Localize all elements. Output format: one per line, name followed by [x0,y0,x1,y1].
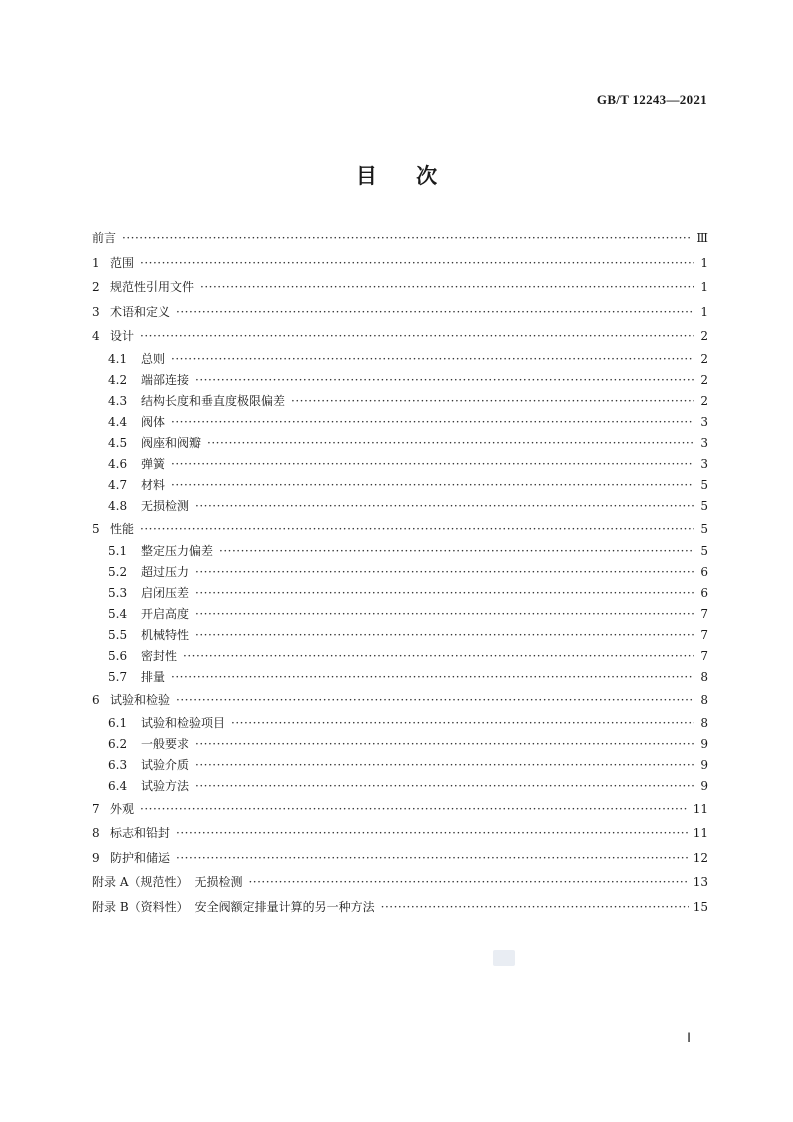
toc-entry[interactable] [92,349,708,370]
toc-leader-dots [171,454,694,475]
toc-entry-page: 5 [700,521,708,536]
toc-entry-number: 4.5 [108,435,128,450]
toc-entry-number: 4 [92,329,100,343]
toc-entry[interactable] [92,454,708,475]
page-title-char-1: 目 [355,164,377,188]
toc-entry[interactable] [92,412,708,433]
toc-leader-dots [195,583,694,604]
toc-entry-title: 整定压力偏差 [141,544,214,558]
toc-entry[interactable] [92,391,708,412]
toc-entry-title: 防护和储运 [110,850,171,865]
toc-entry-page: 11 [692,826,708,840]
toc-entry[interactable] [92,625,708,646]
toc-leader-dots [231,713,694,734]
toc-entry-title: 试验方法 [141,778,190,793]
toc-entry[interactable] [92,226,708,251]
toc-entry-title: 端部连接 [141,372,190,387]
toc-entry-number: 4.8 [108,498,128,513]
toc-leader-dots [140,251,694,276]
toc-leader-dots [195,776,694,797]
toc-entry[interactable] [92,433,708,454]
toc-entry-number: 6.4 [108,778,128,793]
toc-entry-number: 8 [92,826,100,840]
toc-entry[interactable] [92,300,708,325]
toc-leader-dots [171,349,694,370]
toc-entry-page: 2 [700,351,708,366]
toc-entry-title: 附录 A（规范性） 无损检测 [92,875,243,889]
toc-entry-number: 7 [92,801,100,816]
toc-entry-title: 附录 B（资料性） 安全阀额定排量计算的另一种方法 [92,899,375,914]
toc-leader-dots [195,755,694,776]
toc-leader-dots [195,370,694,391]
toc-entry-title: 总则 [141,351,166,366]
toc-entry-title: 阀座和阀瓣 [141,435,202,450]
toc-entry-number: 5.6 [108,649,128,663]
toc-entry[interactable] [92,895,708,920]
toc-entry-page: 8 [700,693,708,707]
toc-entry-page: 3 [700,435,708,450]
toc-leader-dots [176,821,689,846]
toc-leader-dots [176,300,694,325]
toc-entry[interactable] [92,688,708,713]
toc-leader-dots [122,226,692,251]
toc-entry-page: Ⅲ [696,231,708,245]
toc-entry-title: 试验和检验 [110,693,171,707]
toc-entry[interactable] [92,324,708,349]
toc-entry-title: 超过压力 [141,565,190,579]
toc-entry[interactable] [92,251,708,276]
toc-entry-page: 2 [700,329,708,343]
toc-entry-number: 5.2 [108,565,128,579]
toc-entry[interactable] [92,797,708,822]
toc-entry-number: 5.3 [108,586,128,600]
toc-leader-dots [140,324,694,349]
toc-entry-number: 5.5 [108,628,128,642]
toc-entry-page: 15 [692,899,708,914]
toc-leader-dots [140,797,689,822]
toc-entry-number: 6.1 [108,715,128,730]
page-title [0,160,793,190]
toc-entry-number: 4.3 [108,393,128,408]
toc-entry-page: 6 [700,565,708,579]
toc-entry-title: 试验介质 [141,757,190,772]
toc-entry-page: 8 [700,670,708,684]
toc-entry-title: 启闭压差 [141,586,190,600]
toc-entry[interactable] [92,541,708,562]
toc-entry-title: 范围 [110,255,135,270]
toc-entry-number: 5.4 [108,607,128,621]
toc-entry-title: 排量 [141,670,166,684]
toc-entry-number: 4.7 [108,477,128,492]
toc-entry-page: 7 [700,607,708,621]
toc-entry-title: 一般要求 [141,736,190,751]
toc-entry[interactable] [92,667,708,688]
toc-entry[interactable] [92,870,708,895]
toc-leader-dots [176,688,694,713]
toc-leader-dots [207,433,694,454]
toc-leader-dots [200,275,694,300]
toc-leader-dots [195,604,694,625]
toc-entry-page: 5 [700,544,708,558]
toc-entry-number: 5 [92,521,100,536]
toc-entry[interactable] [92,275,708,300]
toc-entry-page: 11 [692,801,708,816]
toc-entry-title: 术语和定义 [110,304,171,319]
toc-entry[interactable] [92,821,708,846]
toc-entry[interactable] [92,713,708,734]
toc-entry-page: 5 [700,477,708,492]
toc-leader-dots [195,734,694,755]
toc-entry-number: 4.4 [108,414,128,429]
toc-entry[interactable] [92,475,708,496]
toc-leader-dots [140,517,694,542]
toc-entry[interactable] [92,846,708,871]
toc-entry-page: 2 [700,372,708,387]
toc-entry-page: 13 [692,875,708,889]
toc-entry-number: 4.1 [108,351,128,366]
toc-entry-title: 开启高度 [141,607,190,621]
toc-entry-page: 3 [700,456,708,471]
toc-entry[interactable] [92,755,708,776]
toc-entry-page: 1 [700,280,708,294]
toc-leader-dots [381,895,689,920]
toc-entry-page: 6 [700,586,708,600]
document-code: GB/T 12243—2021 [596,92,707,107]
toc-entry-number: 6.2 [108,736,128,751]
toc-entry-page: 5 [700,498,708,513]
toc-entry[interactable] [92,646,708,667]
toc-entry-title: 前言 [92,231,117,245]
toc-leader-dots [183,646,694,667]
toc-entry-title: 机械特性 [141,628,190,642]
toc-entry-title: 设计 [110,329,135,343]
toc-leader-dots [171,475,694,496]
toc-entry-number: 6.3 [108,757,128,772]
toc-leader-dots [176,846,689,871]
toc-entry-page: 12 [692,850,708,865]
toc-leader-dots [248,870,688,895]
toc-entry[interactable] [92,583,708,604]
table-of-contents [92,226,708,919]
toc-entry-number: 1 [92,255,100,270]
toc-entry-page: 8 [700,715,708,730]
toc-entry-title: 弹簧 [141,456,166,471]
toc-entry-title: 外观 [110,801,135,816]
toc-leader-dots [171,667,694,688]
toc-entry-number: 2 [92,280,100,294]
toc-leader-dots [291,391,694,412]
toc-entry-title: 试验和检验项目 [141,715,226,730]
toc-entry[interactable] [92,604,708,625]
toc-entry-page: 1 [700,255,708,270]
toc-entry-page: 9 [700,736,708,751]
watermark-logo [493,950,515,966]
toc-entry-number: 4.2 [108,372,128,387]
toc-entry-title: 标志和铅封 [110,826,171,840]
toc-entry-page: 7 [700,628,708,642]
page-title-char-2: 次 [416,164,438,188]
toc-entry-page: 2 [700,393,708,408]
toc-leader-dots [195,562,694,583]
toc-entry[interactable] [92,370,708,391]
toc-entry[interactable] [92,776,708,797]
toc-entry-number: 3 [92,304,100,319]
toc-entry[interactable] [92,517,708,542]
toc-entry[interactable] [92,562,708,583]
page-number: Ⅰ [687,1030,691,1045]
toc-entry-title: 密封性 [141,649,178,663]
toc-entry-title: 规范性引用文件 [110,280,195,294]
toc-leader-dots [219,541,694,562]
toc-entry-title: 材料 [141,477,166,492]
toc-entry-page: 9 [700,757,708,772]
toc-leader-dots [171,412,694,433]
toc-entry-page: 7 [700,649,708,663]
toc-entry-number: 5.1 [108,544,128,558]
toc-entry-number: 4.6 [108,456,128,471]
toc-entry[interactable] [92,496,708,517]
toc-entry-page: 3 [700,414,708,429]
toc-leader-dots [195,496,694,517]
toc-entry-title: 结构长度和垂直度极限偏差 [141,393,286,408]
toc-entry-page: 9 [700,778,708,793]
toc-entry-number: 5.7 [108,670,128,684]
toc-entry-page: 1 [700,304,708,319]
toc-entry-title: 无损检测 [141,498,190,513]
toc-leader-dots [195,625,694,646]
toc-entry-title: 性能 [110,521,135,536]
toc-entry[interactable] [92,734,708,755]
toc-entry-number: 9 [92,850,100,865]
toc-entry-number: 6 [92,693,100,707]
toc-entry-title: 阀体 [141,414,166,429]
